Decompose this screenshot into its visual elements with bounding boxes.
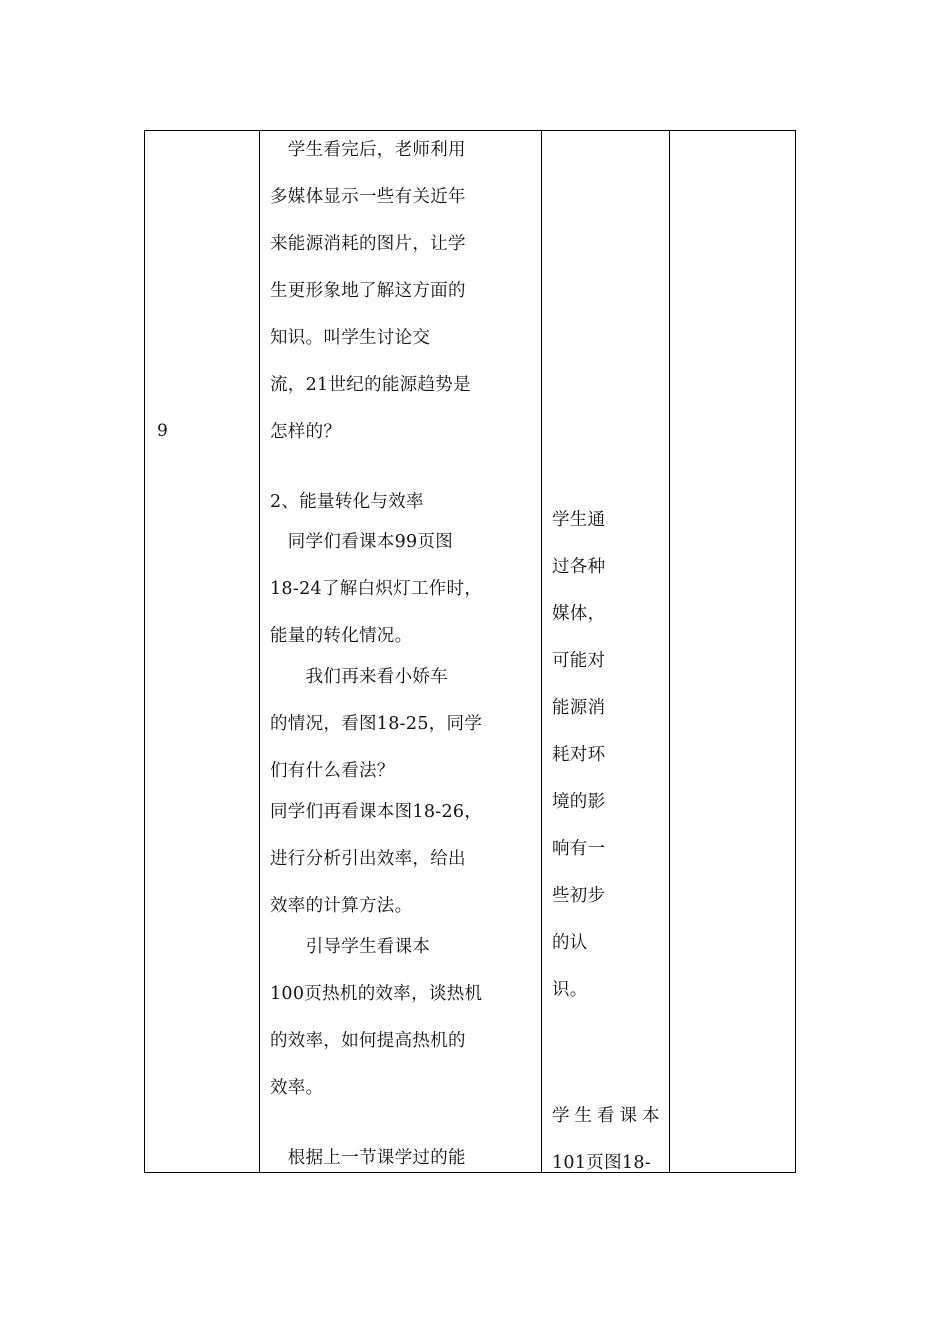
content-line: 的情况，看图18-25，同学 (270, 714, 483, 734)
content-line: 18-24了解白炽灯工作时， (270, 579, 483, 599)
column-divider-1 (259, 131, 260, 1172)
activity-line: 响有一 (552, 839, 606, 859)
content-line: 生更形象地了解这方面的 (270, 281, 466, 301)
content-line: 同学们看课本99页图 (270, 532, 454, 552)
activity-line: 的认 (552, 933, 588, 953)
content-line: 们有什么看法？ (270, 761, 395, 781)
content-line: 同学们再看课本图18-26， (270, 802, 483, 822)
activity-line: 识。 (552, 980, 588, 1000)
content-line: 根据上一节课学过的能 (270, 1148, 466, 1168)
activity-line: 过各种 (552, 557, 606, 577)
activity-line: 可能对 (552, 651, 606, 671)
content-line: 效率的计算方法。 (270, 896, 413, 916)
content-line: 流，21世纪的能源趋势是 (270, 375, 471, 395)
content-line: 引导学生看课本 (270, 937, 431, 957)
content-line: 学生看完后，老师利用 (270, 140, 466, 160)
activity-line: 些初步 (552, 886, 606, 906)
activity-line: 媒体， (552, 604, 606, 624)
content-line: 怎样的？ (270, 422, 342, 442)
empty-notes-cell (670, 131, 795, 1172)
activity-line: 境的影 (552, 792, 606, 812)
content-line: 的效率，如何提高热机的 (270, 1031, 466, 1051)
content-line: 知识。叫学生讨论交 (270, 328, 431, 348)
content-line: 2、能量转化与效率 (270, 492, 424, 512)
row-number: 9 (157, 421, 168, 441)
activity-line: 学生通 (552, 510, 606, 530)
content-line: 多媒体显示一些有关近年 (270, 187, 466, 207)
content-line: 来能源消耗的图片，让学 (270, 234, 466, 254)
activity-line: 能源消 (552, 698, 606, 718)
content-line: 100页热机的效率，谈热机 (270, 984, 483, 1004)
activity-line: 101页图18- (552, 1153, 651, 1173)
content-line: 能量的转化情况。 (270, 626, 413, 646)
content-line: 进行分析引出效率，给出 (270, 849, 466, 869)
lesson-table (144, 130, 796, 1173)
content-line: 我们再来看小娇车 (270, 667, 448, 687)
content-line: 效率。 (270, 1078, 324, 1098)
activity-line: 学生看课本 (552, 1106, 665, 1126)
activity-line: 耗对环 (552, 745, 606, 765)
column-divider-2 (541, 131, 542, 1172)
